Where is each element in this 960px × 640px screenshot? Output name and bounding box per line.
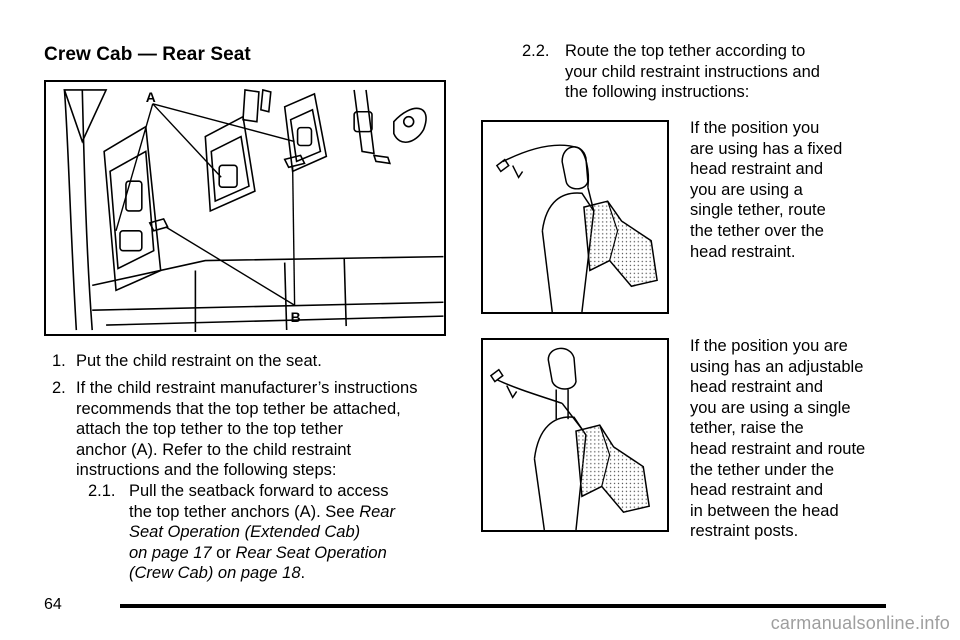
fixed-restraint-line: If the position you xyxy=(690,119,820,137)
adjustable-restraint-text xyxy=(690,336,865,542)
page-number: 64 xyxy=(44,596,62,613)
rear-seat-link[interactable]: Seat Operation (Extended Cab) xyxy=(129,523,361,542)
step-2-line: instructions and the following steps: xyxy=(76,461,337,480)
adjustable-restraint-line: head restraint and route xyxy=(690,439,866,458)
step-2-2-line: your child restraint instructions and xyxy=(565,62,820,81)
fixed-head-restraint-illustration xyxy=(483,122,667,312)
adjustable-head-restraint-illustration xyxy=(483,340,667,530)
step-1-number: 1. xyxy=(52,352,66,370)
adjustable-restraint-line: in between the head xyxy=(690,501,839,520)
label-b: B xyxy=(290,309,301,326)
adjustable-restraint-line: you are using a single xyxy=(690,398,851,417)
adjustable-restraint-line: using has an adjustable xyxy=(690,357,864,376)
adjustable-head-restraint-figure xyxy=(481,338,669,532)
step-1 xyxy=(52,351,322,372)
step-1-text: Put the child restraint on the seat. xyxy=(76,352,322,370)
step-2-2-line: the following instructions: xyxy=(565,83,750,102)
adjustable-restraint-line: the tether under the xyxy=(690,460,835,479)
adjustable-restraint-line: restraint posts. xyxy=(690,522,799,541)
step-2-line: recommends that the top tether be attached, xyxy=(76,399,401,418)
adjustable-restraint-line: head restraint and xyxy=(690,481,824,500)
step-2-1-line: Pull the seatback forward to access xyxy=(129,482,389,500)
crew-cab-link[interactable]: Rear Seat Operation xyxy=(235,543,387,562)
step-2-1-text: the top tether anchors (A). See xyxy=(129,502,360,521)
section-heading: Crew Cab — Rear Seat xyxy=(44,44,251,65)
adjustable-restraint-line: If the position you are xyxy=(690,337,848,355)
step-2-2-number: 2.2. xyxy=(522,42,550,60)
step-2-number: 2. xyxy=(52,379,66,397)
adjustable-restraint-line: head restraint and xyxy=(690,378,824,397)
step-2-1-text: . xyxy=(300,564,306,583)
step-2 xyxy=(76,378,417,481)
fixed-restraint-line: single tether, route xyxy=(690,201,826,220)
fixed-head-restraint-figure xyxy=(481,120,669,314)
step-2-line: anchor (A). Refer to the child restraint xyxy=(76,440,352,459)
fixed-restraint-line: head restraint. xyxy=(690,242,796,261)
label-a: A xyxy=(145,88,156,105)
step-2-2-line: Route the top tether according to xyxy=(565,42,806,60)
fixed-restraint-text xyxy=(690,118,842,262)
crew-cab-link[interactable]: (Crew Cab) on page 18 xyxy=(129,564,301,583)
watermark: carmanualsonline.info xyxy=(770,613,950,633)
step-2-2 xyxy=(565,41,820,103)
step-2-line: attach the top tether to the top tether xyxy=(76,420,343,439)
rear-seat-anchor-figure xyxy=(44,80,446,336)
step-2-1 xyxy=(129,481,395,584)
adjustable-restraint-line: tether, raise the xyxy=(690,419,804,438)
rear-seat-link[interactable]: Rear xyxy=(359,502,395,521)
rear-seat-anchor-illustration xyxy=(46,82,444,334)
fixed-restraint-line: you are using a xyxy=(690,180,803,199)
step-2-1-number: 2.1. xyxy=(88,482,116,500)
fixed-restraint-line: the tether over the xyxy=(690,221,824,240)
fixed-restraint-line: head restraint and xyxy=(690,160,824,179)
step-2-line: If the child restraint manufacturer’s instructions xyxy=(76,379,418,397)
fixed-restraint-line: are using has a fixed xyxy=(690,139,843,158)
step-2-1-text: or xyxy=(211,543,236,562)
footer-rule xyxy=(120,604,886,608)
page-ref-link[interactable]: on page 17 xyxy=(129,543,212,562)
